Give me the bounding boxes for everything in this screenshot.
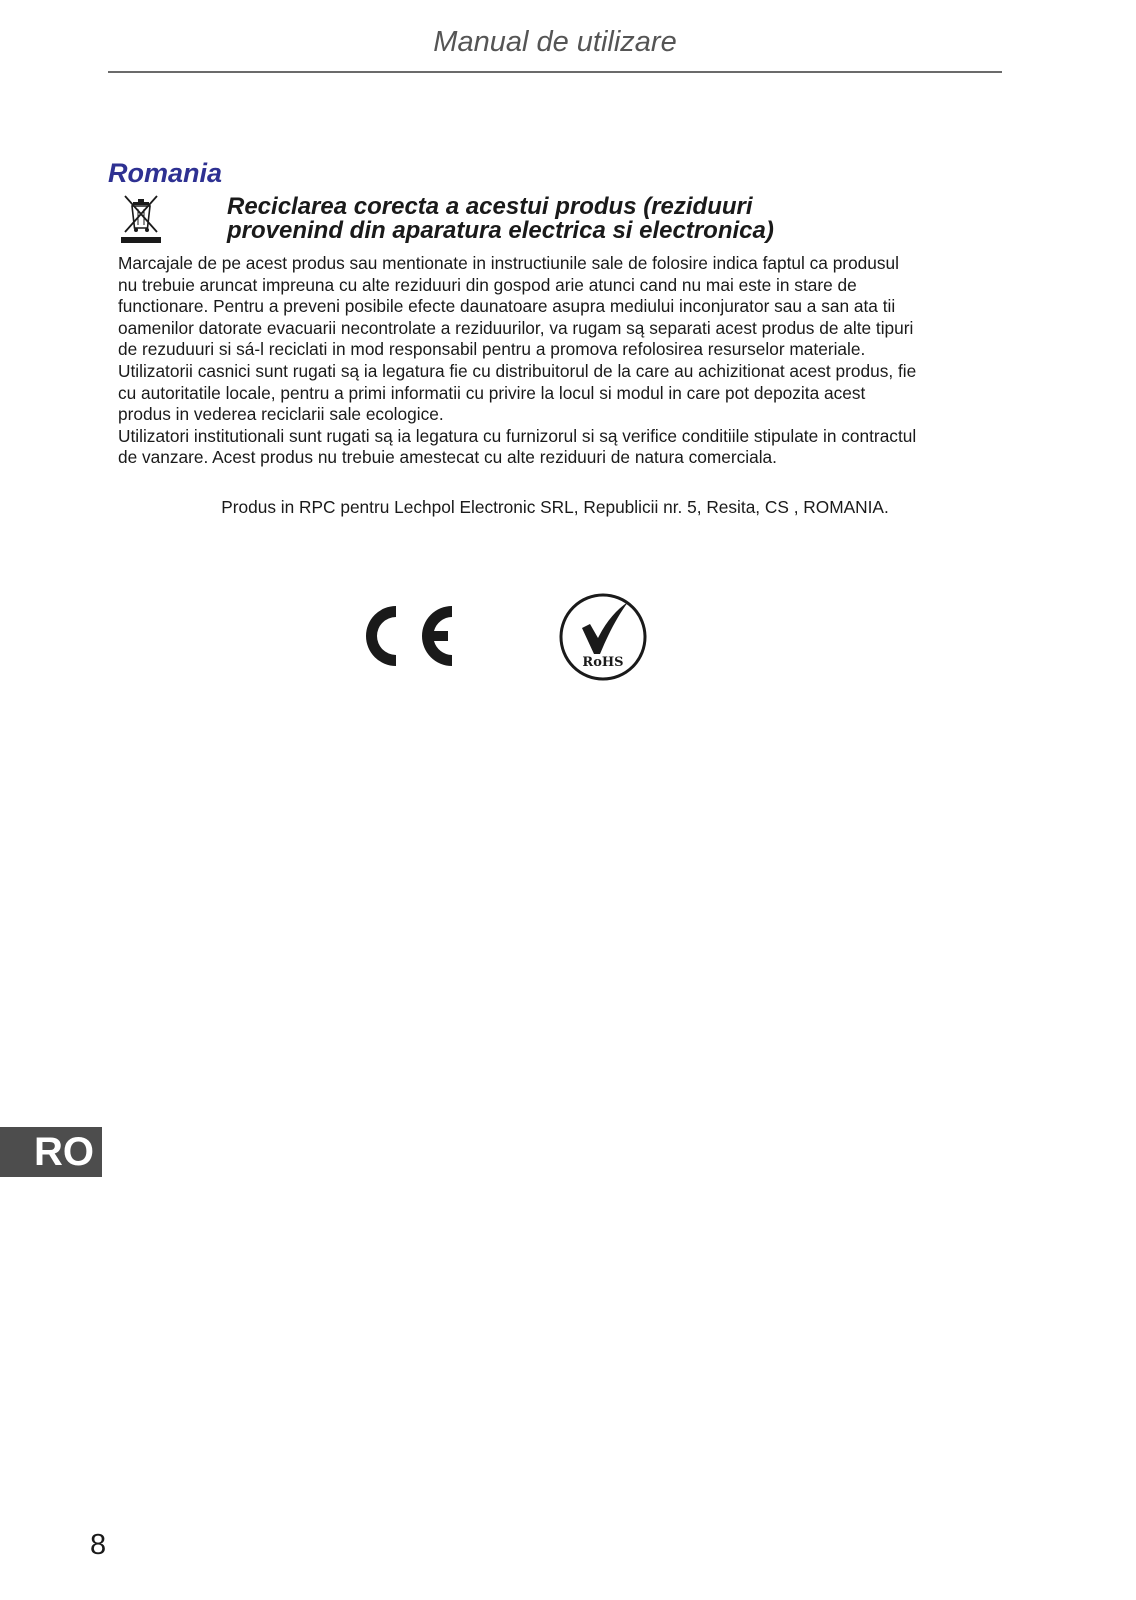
recycling-paragraph — [118, 253, 1018, 469]
section-title: Romania — [108, 158, 223, 188]
body-line: de rezuduuri si sá-l reciclati in mod responsabil pentru a promova refolosirea resurselor materiale. — [118, 339, 866, 360]
page-header-title: Manual de utilizare — [433, 26, 677, 58]
rohs-check-icon — [558, 592, 648, 682]
body-line: nu trebuie aruncat impreuna cu alte reziduuri din gospod arie atunci cand nu mai este in stare de — [118, 274, 857, 295]
body-line: oamenilor datorate evacuarii necontrolate a reziduurilor, va rugam są separati acest produs de alte tipuri — [118, 317, 914, 338]
rohs-label: RoHS — [582, 655, 624, 670]
subtitle-line: provenind din aparatura electrica si electronica) — [227, 217, 774, 244]
body-line: produs in vederea reciclarii sale ecologice. — [118, 404, 444, 425]
body-line: Utilizatorii casnici sunt rugati są ia legatura fie cu distribuitorul de la care au achizitionat acest produs, fie — [118, 360, 917, 381]
body-line: Utilizatori institutionali sunt rugati są ia legatura cu furnizorul si są verifice conditiile stipulate in contractul — [118, 425, 917, 446]
header-divider — [108, 71, 1002, 73]
page-number: 8 — [90, 1529, 107, 1561]
section-subtitle — [227, 195, 1047, 243]
body-line: functionare. Pentru a preveni posibile efecte daunatoare asupra mediului inconjurator sau a san ata tii — [118, 296, 896, 317]
producer-info: Produs in RPC pentru Lechpol Electronic SRL, Republicii nr. 5, Resita, CS , ROMANIA. — [221, 497, 889, 517]
body-line: Marcajale de pe acest produs sau mentionate in instructiunile sale de folosire indica faptul ca produsul — [118, 253, 899, 273]
language-badge: RO — [0, 1127, 102, 1177]
body-line: cu autoritatile locale, pentru a primi informatii cu privire la locul si modul in care pot depozita acest — [118, 382, 866, 403]
body-line: de vanzare. Acest produs nu trebuie amestecat cu alte reziduuri de natura comerciala. — [118, 447, 777, 468]
subtitle-line: Reciclarea corecta a acestui produs (reziduuri — [227, 193, 753, 220]
ce-mark-icon — [362, 602, 456, 670]
crossed-out-wheelie-bin-icon — [119, 192, 163, 244]
